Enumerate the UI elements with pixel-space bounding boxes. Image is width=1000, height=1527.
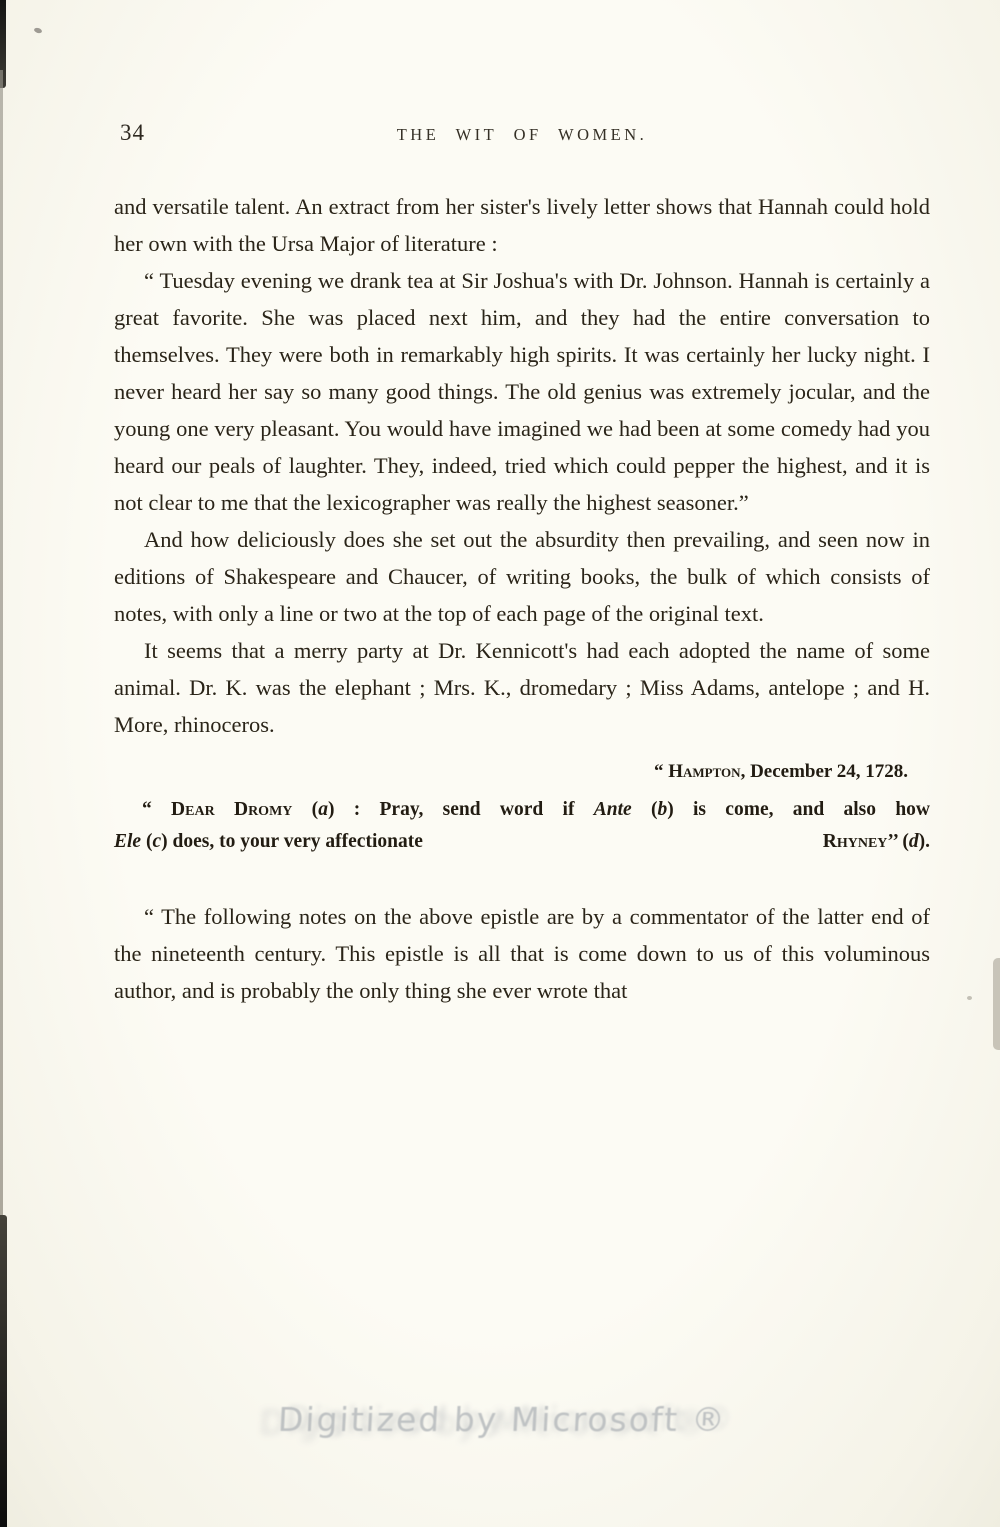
letter-text: ).: [918, 831, 930, 852]
running-title: THE WIT OF WOMEN.: [396, 125, 648, 144]
scan-artifact-right-edge: [993, 958, 1000, 1050]
letter-name-ante: Ante: [593, 799, 632, 820]
letter-body: [114, 794, 930, 858]
letter-text: ) : Pray, send word if: [327, 799, 594, 820]
quoted-letter: [114, 759, 930, 858]
page-number: 34: [120, 120, 145, 145]
dateline-place: Hampton: [668, 761, 741, 782]
paragraph: It seems that a merry party at Dr. Kennicott's had each adopted the name of some animal. Dr. K. was the elephant ; Mrs. K., dromedary ; Miss Adams, antelope ; and H. More, rhinoceros.: [114, 638, 930, 737]
letter-salutation: Dear Dromy: [171, 799, 293, 820]
letter-text: ) does, to your very affectionate: [161, 831, 423, 852]
letter-text: (: [141, 831, 153, 852]
letter-line: [114, 826, 930, 858]
letter-note-ref: d: [908, 831, 919, 852]
paragraph: “ Tuesday evening we drank tea at Sir Joshua's with Dr. Johnson. Hannah is certainly a great favorite. She was placed next him, and they had the entire conversation to themselves. They were both in remarkably high spirits. It was certainly her lucky night. I never heard her say so many good things. The old genius was extremely jocular, and the young one very pleasant. You would have imagined we had been at some comedy had you heard our peals of laughter. They, indeed, tried which could pepper the highest, and it is not clear to me that the lexicographer was really the highest seasoner.”: [114, 268, 930, 515]
signature-name: Rhyney: [822, 831, 888, 852]
letter-text: (: [631, 799, 658, 820]
paragraph: And how deliciously does she set out the absurdity then prevailing, and seen now in editions of Shakespeare and Chaucer, of writing books, the bulk of which consists of notes, with only a line or two at the top of each page of the original text.: [114, 527, 930, 626]
paragraph: “ The following notes on the above epistle are by a commentator of the latter end of the nineteenth century. This epistle is all that is come down to us of this voluminous author, and is probably the only thing she ever wrote that: [114, 904, 930, 1003]
letter-text: ’’ (: [887, 831, 909, 852]
page-header: [114, 120, 930, 150]
letter-closing: [114, 826, 423, 858]
letter-note-ref: a: [318, 799, 328, 820]
letter-text: ) is come, and also how: [667, 799, 930, 820]
letter-name-ele: Ele: [114, 831, 142, 852]
scan-artifact-speck: [967, 996, 972, 1000]
letter-open-quote: “: [142, 799, 172, 820]
paragraph: and versatile talent. An extract from her sister's lively letter shows that Hannah could hold her own with the Ursa Major of literature :: [114, 194, 930, 256]
dateline-date: , December 24, 1728.: [740, 761, 908, 782]
digitization-watermark: Digitized by Microsoft ®: [276, 1400, 728, 1439]
scan-artifact-left-edge-line: [0, 70, 3, 1220]
scan-artifact-left-edge-bottom: [0, 1215, 7, 1527]
letter-signature: [823, 826, 930, 858]
letter-line: [114, 794, 930, 826]
dateline-open-quote: “: [653, 761, 669, 782]
letter-dateline: [114, 759, 930, 785]
letter-text: (: [292, 799, 319, 820]
letter-note-ref: b: [657, 799, 668, 820]
letter-note-ref: c: [152, 831, 162, 852]
